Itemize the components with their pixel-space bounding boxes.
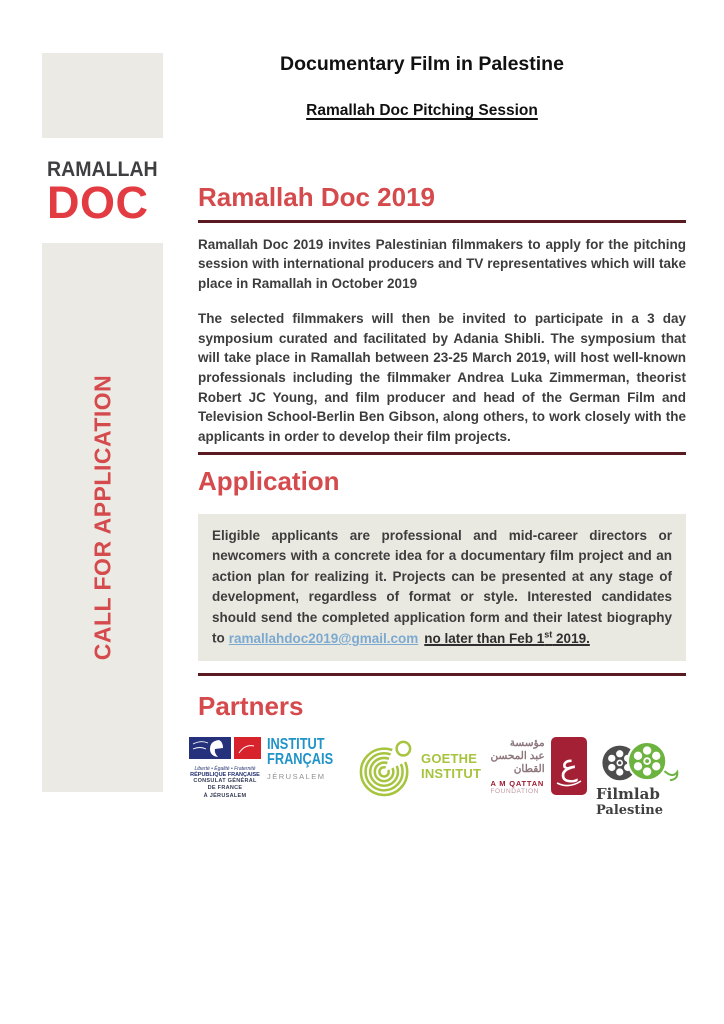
institut-francais-logo xyxy=(188,737,350,800)
section-heading-application: Application xyxy=(198,466,340,497)
qattan-calligraphy-icon xyxy=(551,737,587,795)
republique-line: RÉPUBLIQUE FRANÇAISE xyxy=(190,772,260,778)
goethe-wordmark xyxy=(421,752,481,782)
institut-line: INSTITUT xyxy=(267,736,325,753)
intro-paragraph-1: Ramallah Doc 2019 invites Palestinian filmmakers to apply for the pitching session with international producers and TV representatives which will take place in Ramallah in October 2019 xyxy=(198,236,686,291)
filmlab-palestine-logo xyxy=(596,737,680,818)
page-subtitle: Ramallah Doc Pitching Session xyxy=(306,102,538,119)
divider-rule xyxy=(198,220,686,223)
section-heading-partners: Partners xyxy=(198,691,304,722)
qattan-arabic-line-2: عبد المحسن xyxy=(490,750,545,763)
motto-line: Liberté • Égalité • Fraternité xyxy=(194,766,256,772)
consulate-line-2: DE FRANCE xyxy=(207,785,243,792)
institut-line: INSTITUT xyxy=(421,766,482,781)
film-reels-icon xyxy=(596,737,680,787)
qattan-arabic-line-1: مؤسسة xyxy=(509,737,545,749)
decorative-top-box xyxy=(42,53,163,138)
deadline-ordinal: st xyxy=(544,629,553,640)
qattan-arabic-line-3: القطان xyxy=(513,763,545,776)
qattan-name-line: A M QATTAN xyxy=(490,779,545,789)
consulate-caption xyxy=(188,766,262,800)
logo-wordmark-doc: DOC xyxy=(47,177,149,228)
jerusalem-line: JÉRUSALEM xyxy=(267,772,326,782)
consulate-line-3: À JÉRUSALEM xyxy=(203,792,247,799)
qattan-foundation-line: FOUNDATION xyxy=(490,788,539,796)
application-deadline xyxy=(424,631,590,646)
main-content xyxy=(190,182,686,818)
filmlab-line: Filmlab xyxy=(595,785,660,803)
application-body-text: Eligible applicants are professional and mid-career directors or newcomers with a concrete idea for a documentary film project and an action plan for realizing it. Projects can be presented at any stage of development, regardless of format or style. Interested candidates should send the completed application form and their latest biography to xyxy=(212,527,672,646)
page-title: Documentary Film in Palestine xyxy=(280,53,564,75)
call-for-application-label: CALL FOR APPLICATION xyxy=(89,374,115,661)
divider-rule xyxy=(198,673,686,676)
intro-paragraph-2: The selected filmmakers will then be invited to participate in a 3 day symposium curated and facilitated by Adania Shibli. The symposium that will take place in Ramallah between 23-25 March 2019, will host well-known professionals including the filmmaker Andrea Luka Zimmerman, theorist Robert JC Young, and film producer and head of the German Film and Television School-Berlin Ben Gibson, along others, to work closely with the applicants in order to develop their film projects. xyxy=(198,311,686,444)
header xyxy=(150,53,694,120)
section-heading-ramallah-doc-2019: Ramallah Doc 2019 xyxy=(198,182,436,212)
logo-wordmark-ramallah: RAMALLAH xyxy=(47,158,158,181)
call-for-application-banner xyxy=(42,243,163,792)
ramallah-doc-logo xyxy=(47,158,168,228)
deadline-year: 2019. xyxy=(552,630,590,646)
qattan-foundation-logo xyxy=(490,737,586,795)
application-paragraph xyxy=(212,526,672,650)
application-info-panel xyxy=(198,514,686,662)
goethe-institut-logo xyxy=(359,737,481,797)
goethe-spiral-icon xyxy=(359,737,413,797)
qattan-wordmark xyxy=(490,737,544,795)
deadline-text: no later than Feb 1 xyxy=(424,630,545,646)
application-email-link[interactable]: ramallahdoc2019@gmail.com xyxy=(228,630,419,646)
french-republic-emblem xyxy=(188,737,262,800)
svg-text:ع: ع xyxy=(559,748,578,783)
french-flag-emblem-icon xyxy=(189,737,261,759)
divider-rule xyxy=(198,452,686,455)
partner-logos-row xyxy=(188,737,680,818)
palestine-line: Palestine xyxy=(595,802,664,818)
institut-francais-wordmark xyxy=(267,737,350,800)
francais-line: FRANÇAIS xyxy=(267,750,334,768)
goethe-line: GOETHE xyxy=(421,751,478,767)
consulate-line-1: CONSULAT GÉNÉRAL xyxy=(193,778,257,784)
